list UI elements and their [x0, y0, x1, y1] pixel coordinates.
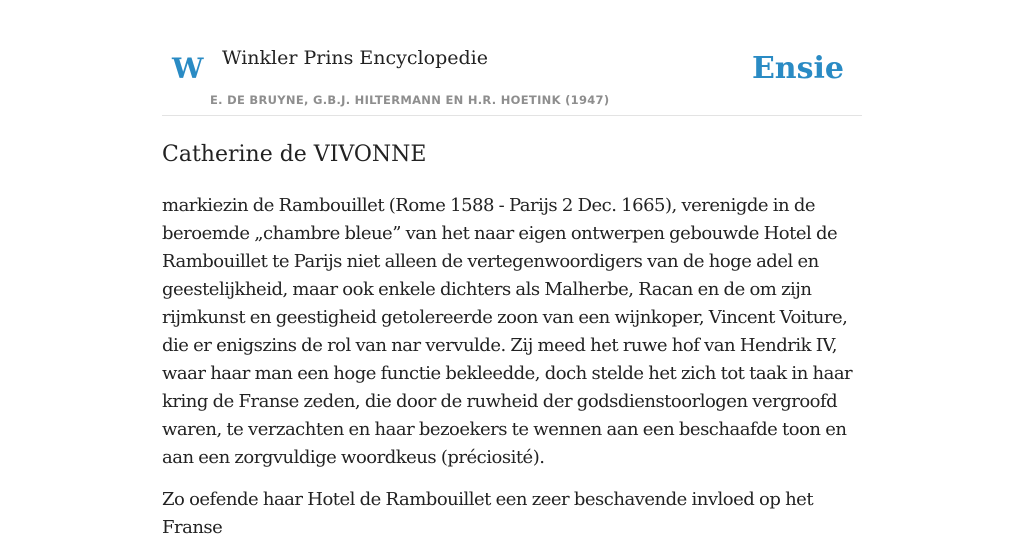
article-body [162, 192, 862, 556]
source-authors: E. DE BRUYNE, G.B.J. HILTERMANN EN H.R. HOETINK (1947) [210, 93, 610, 107]
article-title: Catherine de VIVONNE [162, 142, 427, 167]
winkler-prins-logo[interactable]: W [172, 52, 204, 85]
source-title[interactable]: Winkler Prins Encyclopedie [222, 47, 488, 69]
source-header [162, 30, 862, 116]
article-paragraph: Zo oefende haar Hotel de Rambouillet een zeer beschavende invloed op het Franse [162, 489, 814, 538]
ensie-logo[interactable]: Ensie [751, 51, 844, 86]
article-paragraph: markiezin de Rambouillet (Rome 1588 - Parijs 2 Dec. 1665), verenigde in de beroemde „chambre bleue” van het naar eigen ontwerpen gebouwde Hotel de Rambouillet te Parijs niet alleen de vertegenwoordigers van de hoge adel en geestelijkheid, maar ook enkele dichters als Malherbe, Racan en de om zijn rijmkunst en geestigheid getolereerde zoon van een wijnkoper, Vincent Voiture, die er enigszins de rol van nar vervulde. Zij meed het ruwe hof van Hendrik IV, waar haar man een hoge functie bekleedde, doch stelde het zich tot taak in haar kring de Franse zeden, die door de ruwheid der godsdienstoorlogen vergroofd waren, te verzachten en haar bezoekers te wennen aan een beschaafde toon en aan een zorgvuldige woordkeus (préciosité). [162, 195, 853, 468]
